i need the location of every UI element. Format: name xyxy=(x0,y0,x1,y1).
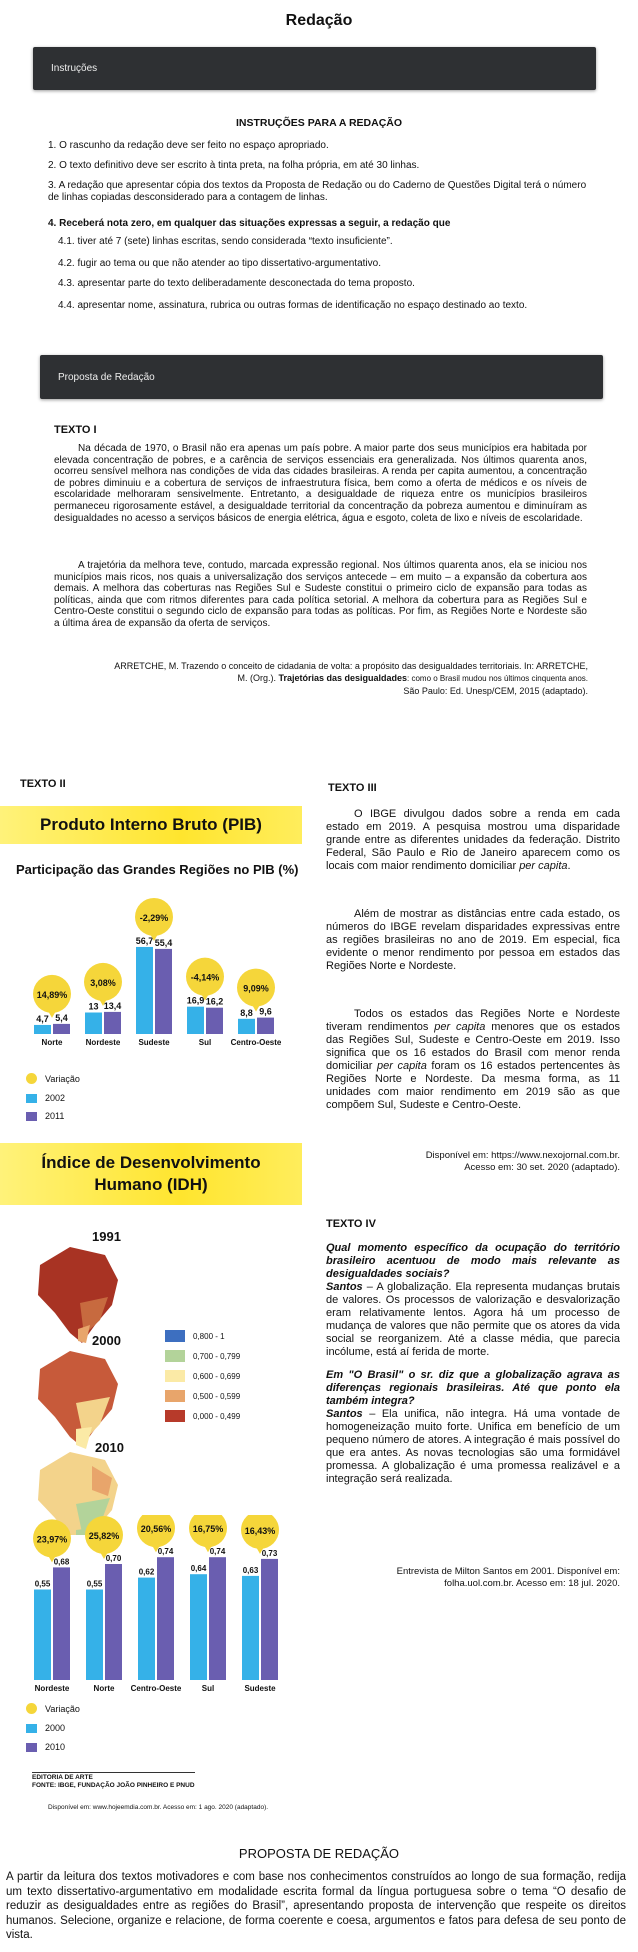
texto4-answer-2-name: Santos xyxy=(326,1408,363,1420)
texto4-answer-2 xyxy=(326,1408,620,1486)
category-label: Nordeste xyxy=(34,1684,70,1693)
bar-2002-Sudeste xyxy=(136,947,153,1034)
bar-value-label: 5,4 xyxy=(55,1012,68,1023)
bar-value-label: 0,55 xyxy=(34,1579,51,1589)
instruction-item: 4. Receberá nota zero, em qualquer das situações expressas a seguir, a redação que xyxy=(48,218,451,229)
texto4-source xyxy=(326,1566,620,1590)
bar-2000-Norte xyxy=(86,1590,103,1681)
bar-2000-Nordeste xyxy=(34,1590,51,1681)
bar-2010-Nordeste xyxy=(53,1567,70,1680)
proposta-heading: PROPOSTA DE REDAÇÃO xyxy=(238,1846,400,1861)
instruction-item: 1. O rascunho da redação deve ser feito no espaço apropriado. xyxy=(48,140,329,151)
texto3-label: TEXTO III xyxy=(328,782,377,794)
bar-2010-Norte xyxy=(105,1564,122,1680)
texto4-answer-1 xyxy=(326,1281,620,1359)
idh-legend-item xyxy=(165,1350,240,1362)
variation-label: -2,29% xyxy=(139,912,169,923)
texto3-p1-italic: per capita xyxy=(519,860,568,872)
category-label: Norte xyxy=(41,1038,63,1047)
series-swatch xyxy=(26,1094,37,1103)
legend-swatch xyxy=(165,1390,185,1402)
pib-legend-2011-label: 2011 xyxy=(45,1111,65,1121)
idh-chart-legend-variation-label: Variação xyxy=(45,1703,80,1714)
variation-label: 20,56% xyxy=(140,1524,172,1535)
bar-value-label: 0,74 xyxy=(157,1547,174,1557)
map-1991 xyxy=(38,1229,121,1343)
idh-chart-legend-2010 xyxy=(26,1742,65,1752)
pib-legend-2002 xyxy=(26,1093,65,1103)
category-label: Sudeste xyxy=(138,1038,170,1047)
texto2-source: Disponível em: www.hojeemdia.com.br. Acesso em: 1 ago. 2020 (adaptado). xyxy=(48,1804,269,1811)
texto3-paragraph-1 xyxy=(326,808,620,873)
texto3-paragraph-2: Além de mostrar as distâncias entre cada estado, os números do IBGE revelam disparidades expressivas entre as regiões brasileiras no ano de 2019. Em especial, fica evidente o menor rendimento por pessoa em estados das Regiões Norte e Nordeste. xyxy=(326,908,620,972)
bar-2011-Sudeste xyxy=(155,949,172,1034)
bar-2002-Nordeste xyxy=(85,1013,102,1035)
bar-2010-Sudeste xyxy=(261,1559,278,1680)
texto4-question-2: Em "O Brasil" o sr. diz que a globalização agrava as diferenças regionais brasileiras. Até que ponto ela também integra? xyxy=(326,1369,620,1407)
texto4-interview xyxy=(326,1242,620,1486)
variation-label: 23,97% xyxy=(36,1534,68,1545)
idh-title-line-2: Humano (IDH) xyxy=(94,1175,208,1194)
idh-title xyxy=(0,1143,302,1205)
pib-title-text: Produto Interno Bruto (PIB) xyxy=(40,815,262,834)
category-label: Sul xyxy=(201,1684,215,1693)
texto4-answer-1-text: – A globalização. Ela representa mudanças brutais de valores. Os processos de valorização e desvalorização eram relativamente lentos. Agora há um processo de mudança de valores que não permite que os atores da vida social se reorganizem. Até a classe média, que parecia incólume, está aí ferida de morte. xyxy=(326,1281,620,1358)
instruction-item: 3. A redação que apresentar cópia dos textos da Proposta de Redação ou do Caderno de Questões Digital terá o número de linhas copiadas desconsiderado para a contagem de linhas. xyxy=(48,180,587,203)
variation-swatch xyxy=(26,1703,37,1714)
variation-label: -4,14% xyxy=(190,972,220,983)
instructions-heading: INSTRUÇÕES PARA A REDAÇÃO xyxy=(235,117,403,129)
texto3-source xyxy=(326,1150,620,1174)
bar-value-label: 0,74 xyxy=(209,1547,226,1557)
variation-label: 16,75% xyxy=(192,1524,224,1535)
legend-swatch xyxy=(165,1350,185,1362)
pib-subtitle: Participação das Grandes Regiões no PIB (%) xyxy=(16,862,299,877)
series-swatch xyxy=(26,1724,37,1733)
texto1-source-subtitle: : como o Brasil mudou nos últimos cinquenta anos. xyxy=(407,674,588,683)
bar-value-label: 8,8 xyxy=(240,1007,253,1018)
idh-maps xyxy=(0,1225,310,1535)
category-label: Nordeste xyxy=(85,1038,121,1047)
texto3-p3-a: Todos os estados das Regiões Norte e Nordeste tiveram rendimentos xyxy=(326,1008,620,1033)
bar-value-label: 13 xyxy=(88,1001,99,1012)
idh-chart-legend-2000-label: 2000 xyxy=(45,1723,66,1733)
texto1-paragraph-1: Na década de 1970, o Brasil não era apenas um país pobre. A maior parte dos seus municípios era habitada por elevada concentração de pobres, e a carência de serviços essenciais era generalizada. Nos últimos quarenta anos, ocorreu sensível melhora nas condições de vida das cidades brasileiras. A renda per capita aumentou, a concentração de pobres diminuiu e a cobertura de serviços de infraestrutura física, bem como a oferta de médicos e os níveis de escolaridade melhoraram sensivelmente. Entretanto, a desigualdade de riqueza entre os municípios brasileiros permaneceu rigorosamente estável, a desigualdade territorial da concentração da pobreza aumentou e diminuíram as desigualdades no acesso a serviços básicos de energia elétrica, água e esgoto, coleta de lixo e níveis de escolaridade. xyxy=(54,443,587,524)
texto1-source-line-3: São Paulo: Ed. Unesp/CEM, 2015 (adaptado). xyxy=(403,686,588,696)
credits xyxy=(32,1772,195,1790)
texto3-p3-e: foram os 16 estados pertencentes às Regiões Norte e Nordeste. Da mesma forma, as 11 unidades com maior rendimento em 2019 são as que compõem Sul, Sudeste e Centro-Oeste. xyxy=(326,1060,620,1111)
pib-legend-2011 xyxy=(26,1111,64,1121)
bar-2002-Centro-Oeste xyxy=(238,1019,255,1034)
pib-legend-variation xyxy=(26,1073,80,1084)
series-swatch xyxy=(26,1743,37,1752)
bar-2002-Norte xyxy=(34,1025,51,1034)
map-year-1991: 1991 xyxy=(92,1229,121,1244)
map-2000 xyxy=(38,1333,121,1449)
proposta-text: A partir da leitura dos textos motivadores e com base nos conhecimentos construídos ao longo de sua formação, redija um texto dissertativo-argumentativo em modalidade escrita formal da língua portuguesa sobre o tema “O desafio de reduzir as desigualdades entre as regiões do Brasil”, apresentando proposta de intervenção que respeite os direitos humanos. Selecione, organize e relacione, de forma coerente e coesa, argumentos e fatos para defesa de seu ponto de vista. xyxy=(6,1871,626,1941)
category-label: Centro-Oeste xyxy=(130,1684,182,1693)
bar-2011-Norte xyxy=(53,1024,70,1034)
bar-value-label: 0,62 xyxy=(138,1567,155,1577)
bar-value-label: 16,9 xyxy=(186,995,205,1006)
bar-value-label: 55,4 xyxy=(154,937,173,948)
map-year-2000: 2000 xyxy=(92,1333,121,1348)
texto3-p1-text: O IBGE divulgou dados sobre a renda em cada estado em 2019. A pesquisa mostrou uma disparidade grande entre as diferentes unidades da federação. Distrito Federal, São Paulo e Rio de Janeiro aparecem como os locais com maior rendimento domiciliar xyxy=(326,808,620,872)
texto4-source-line-2: folha.uol.com.br. Acesso em: 18 jul. 2020. xyxy=(444,1578,620,1589)
texto4-answer-1-name: Santos xyxy=(326,1281,363,1293)
proposal-bar-label: Proposta de Redação xyxy=(58,371,155,383)
texto4-question-1: Qual momento específico da ocupação do território brasileiro acentuou de modo mais relevante as desigualdades sociais? xyxy=(326,1242,620,1280)
editoria-label: EDITORIA DE ARTE xyxy=(32,1772,195,1782)
map-1991-shape xyxy=(38,1247,118,1343)
instruction-item: 4.1. tiver até 7 (sete) linhas escritas, sendo considerada “texto insuficiente”. xyxy=(58,236,393,247)
series-swatch xyxy=(26,1112,37,1121)
idh-legend-label: 0,800 - 1 xyxy=(193,1331,225,1341)
bar-2000-Sul xyxy=(190,1574,207,1680)
idh-legend-item xyxy=(165,1390,240,1402)
idh-legend-label: 0,700 - 0,799 xyxy=(193,1351,241,1361)
bar-value-label: 9,6 xyxy=(259,1006,272,1017)
texto1-paragraph-2: A trajetória da melhora teve, contudo, marcada expressão regional. Nos últimos quarenta anos, ela se iniciou nos municípios mais ricos, nos quais a universalização dos serviços antecede – em muito – a expansão da cobertura aos demais. A melhora das coberturas nas Regiões Sul e Sudeste constitui o primeiro ciclo de expansão para todas as políticas, ainda que com ritmos diferentes para cada política setorial. A melhora da cobertura para as Regiões Sul e Centro-Oeste constitui o segundo ciclo de expansão para todas as políticas. Por fim, as Regiões Norte e Nordeste são a última área de expansão da oferta de serviços. xyxy=(54,560,587,629)
texto3-source-line-1: Disponível em: https://www.nexojornal.com.br. xyxy=(425,1150,620,1161)
category-label: Sudeste xyxy=(244,1684,276,1693)
texto1-source xyxy=(40,660,588,697)
bar-2011-Centro-Oeste xyxy=(257,1018,274,1034)
bar-2011-Sul xyxy=(206,1008,223,1034)
idh-title-line-1: Índice de Desenvolvimento xyxy=(41,1153,261,1172)
texto4-answer-2-text: – Ela unifica, não integra. Há uma vontade de homogeneização muito forte. Unifica em benefício de um pequeno número de atores. A integração é mais possível do que era antes. As novas tecnologias são uma formidável promessa. A globalização é uma promessa realizável e a integração será realizada. xyxy=(326,1408,620,1485)
idh-legend-item xyxy=(165,1330,225,1342)
map-2000-south xyxy=(76,1427,92,1449)
idh-chart xyxy=(0,1515,310,1695)
instructions-bar-label: Instruções xyxy=(51,63,98,74)
pib-legend-variation-label: Variação xyxy=(45,1073,80,1084)
bar-value-label: 0,64 xyxy=(190,1564,207,1574)
idh-legend-label: 0,500 - 0,599 xyxy=(193,1391,241,1401)
legend-swatch xyxy=(165,1330,185,1342)
bar-value-label: 56,7 xyxy=(135,935,154,946)
instruction-item: 2. O texto definitivo deve ser escrito à tinta preta, na folha própria, em até 30 linhas. xyxy=(48,160,420,171)
instructions-bar xyxy=(33,47,596,90)
texto2-label: TEXTO II xyxy=(20,778,66,790)
bar-value-label: 0,70 xyxy=(105,1554,122,1563)
texto1-source-org: M. (Org.). xyxy=(237,673,279,683)
fonte-label: FONTE: IBGE, FUNDAÇÃO JOÃO PINHEIRO E PNUD xyxy=(32,1782,195,1789)
texto1-label: TEXTO I xyxy=(54,424,97,436)
texto4-label: TEXTO IV xyxy=(326,1218,376,1230)
idh-legend-item xyxy=(165,1410,240,1422)
bar-value-label: 0,55 xyxy=(86,1579,103,1589)
instruction-item: 4.4. apresentar nome, assinatura, rubrica ou outras formas de identificação no espaço destinado ao texto. xyxy=(58,300,528,311)
texto4-source-line-1: Entrevista de Milton Santos em 2001. Disponível em: xyxy=(396,1566,620,1577)
category-label: Sul xyxy=(198,1038,212,1047)
idh-legend-label: 0,600 - 0,699 xyxy=(193,1371,241,1381)
bar-value-label: 13,4 xyxy=(103,1000,122,1011)
proposal-bar xyxy=(40,355,603,399)
variation-label: 9,09% xyxy=(243,983,269,994)
bar-2010-Sul xyxy=(209,1557,226,1680)
idh-chart-legend-2010-label: 2010 xyxy=(45,1742,66,1752)
instruction-item: 4.3. apresentar parte do texto deliberadamente desconectada do tema proposto. xyxy=(58,278,415,289)
texto1-source-line-1: ARRETCHE, M. Trazendo o conceito de cidadania de volta: a propósito das desigualdades territoriais. In: ARRETCHE, xyxy=(114,661,588,671)
bar-2010-Centro-Oeste xyxy=(157,1557,174,1680)
idh-chart-legend-2000 xyxy=(26,1723,65,1733)
idh-legend-label: 0,000 - 0,499 xyxy=(193,1411,241,1421)
bar-value-label: 0,73 xyxy=(261,1548,278,1558)
variation-label: 14,89% xyxy=(36,989,68,1000)
variation-swatch xyxy=(26,1073,37,1084)
texto3-paragraph-3 xyxy=(326,1008,620,1112)
instruction-item: 4.2. fugir ao tema ou que não atender ao tipo dissertativo-argumentativo. xyxy=(58,258,381,269)
variation-label: 3,08% xyxy=(90,977,116,988)
bar-value-label: 16,2 xyxy=(205,996,224,1007)
pib-title xyxy=(0,806,302,844)
pib-legend-2002-label: 2002 xyxy=(45,1093,66,1103)
category-label: Centro-Oeste xyxy=(230,1038,282,1047)
pib-chart xyxy=(0,880,310,1050)
texto1-source-line-2 xyxy=(40,672,588,685)
bar-2002-Sul xyxy=(187,1007,204,1034)
texto3-p3-italic-2: per capita xyxy=(377,1060,427,1072)
idh-legend-item xyxy=(165,1370,240,1382)
map-year-2010: 2010 xyxy=(95,1440,124,1455)
bar-2000-Centro-Oeste xyxy=(138,1578,155,1680)
bar-value-label: 0,63 xyxy=(242,1565,259,1575)
texto3-p3-c: menores que os estados das Regiões Sul, Sudeste e Centro-Oeste em 2019. Isso significa que os 16 estados do Brasil com menor renda domiciliar xyxy=(326,1021,620,1072)
bar-2000-Sudeste xyxy=(242,1576,259,1680)
variation-label: 16,43% xyxy=(244,1525,276,1536)
texto3-p1-end: . xyxy=(567,860,571,872)
variation-label: 25,82% xyxy=(88,1531,120,1541)
texto3-source-line-2: Acesso em: 30 set. 2020 (adaptado). xyxy=(464,1162,620,1173)
legend-swatch xyxy=(165,1370,185,1382)
bar-value-label: 4,7 xyxy=(36,1013,49,1024)
texto1-source-book: Trajetórias das desigualdades xyxy=(278,673,408,683)
bar-value-label: 0,68 xyxy=(53,1557,70,1567)
bar-2011-Nordeste xyxy=(104,1012,121,1034)
idh-chart-legend-variation xyxy=(26,1703,80,1714)
page-title: Redação xyxy=(285,12,353,29)
legend-swatch xyxy=(165,1410,185,1422)
texto3-p3-italic-1: per capita xyxy=(434,1021,486,1033)
category-label: Norte xyxy=(93,1684,115,1693)
